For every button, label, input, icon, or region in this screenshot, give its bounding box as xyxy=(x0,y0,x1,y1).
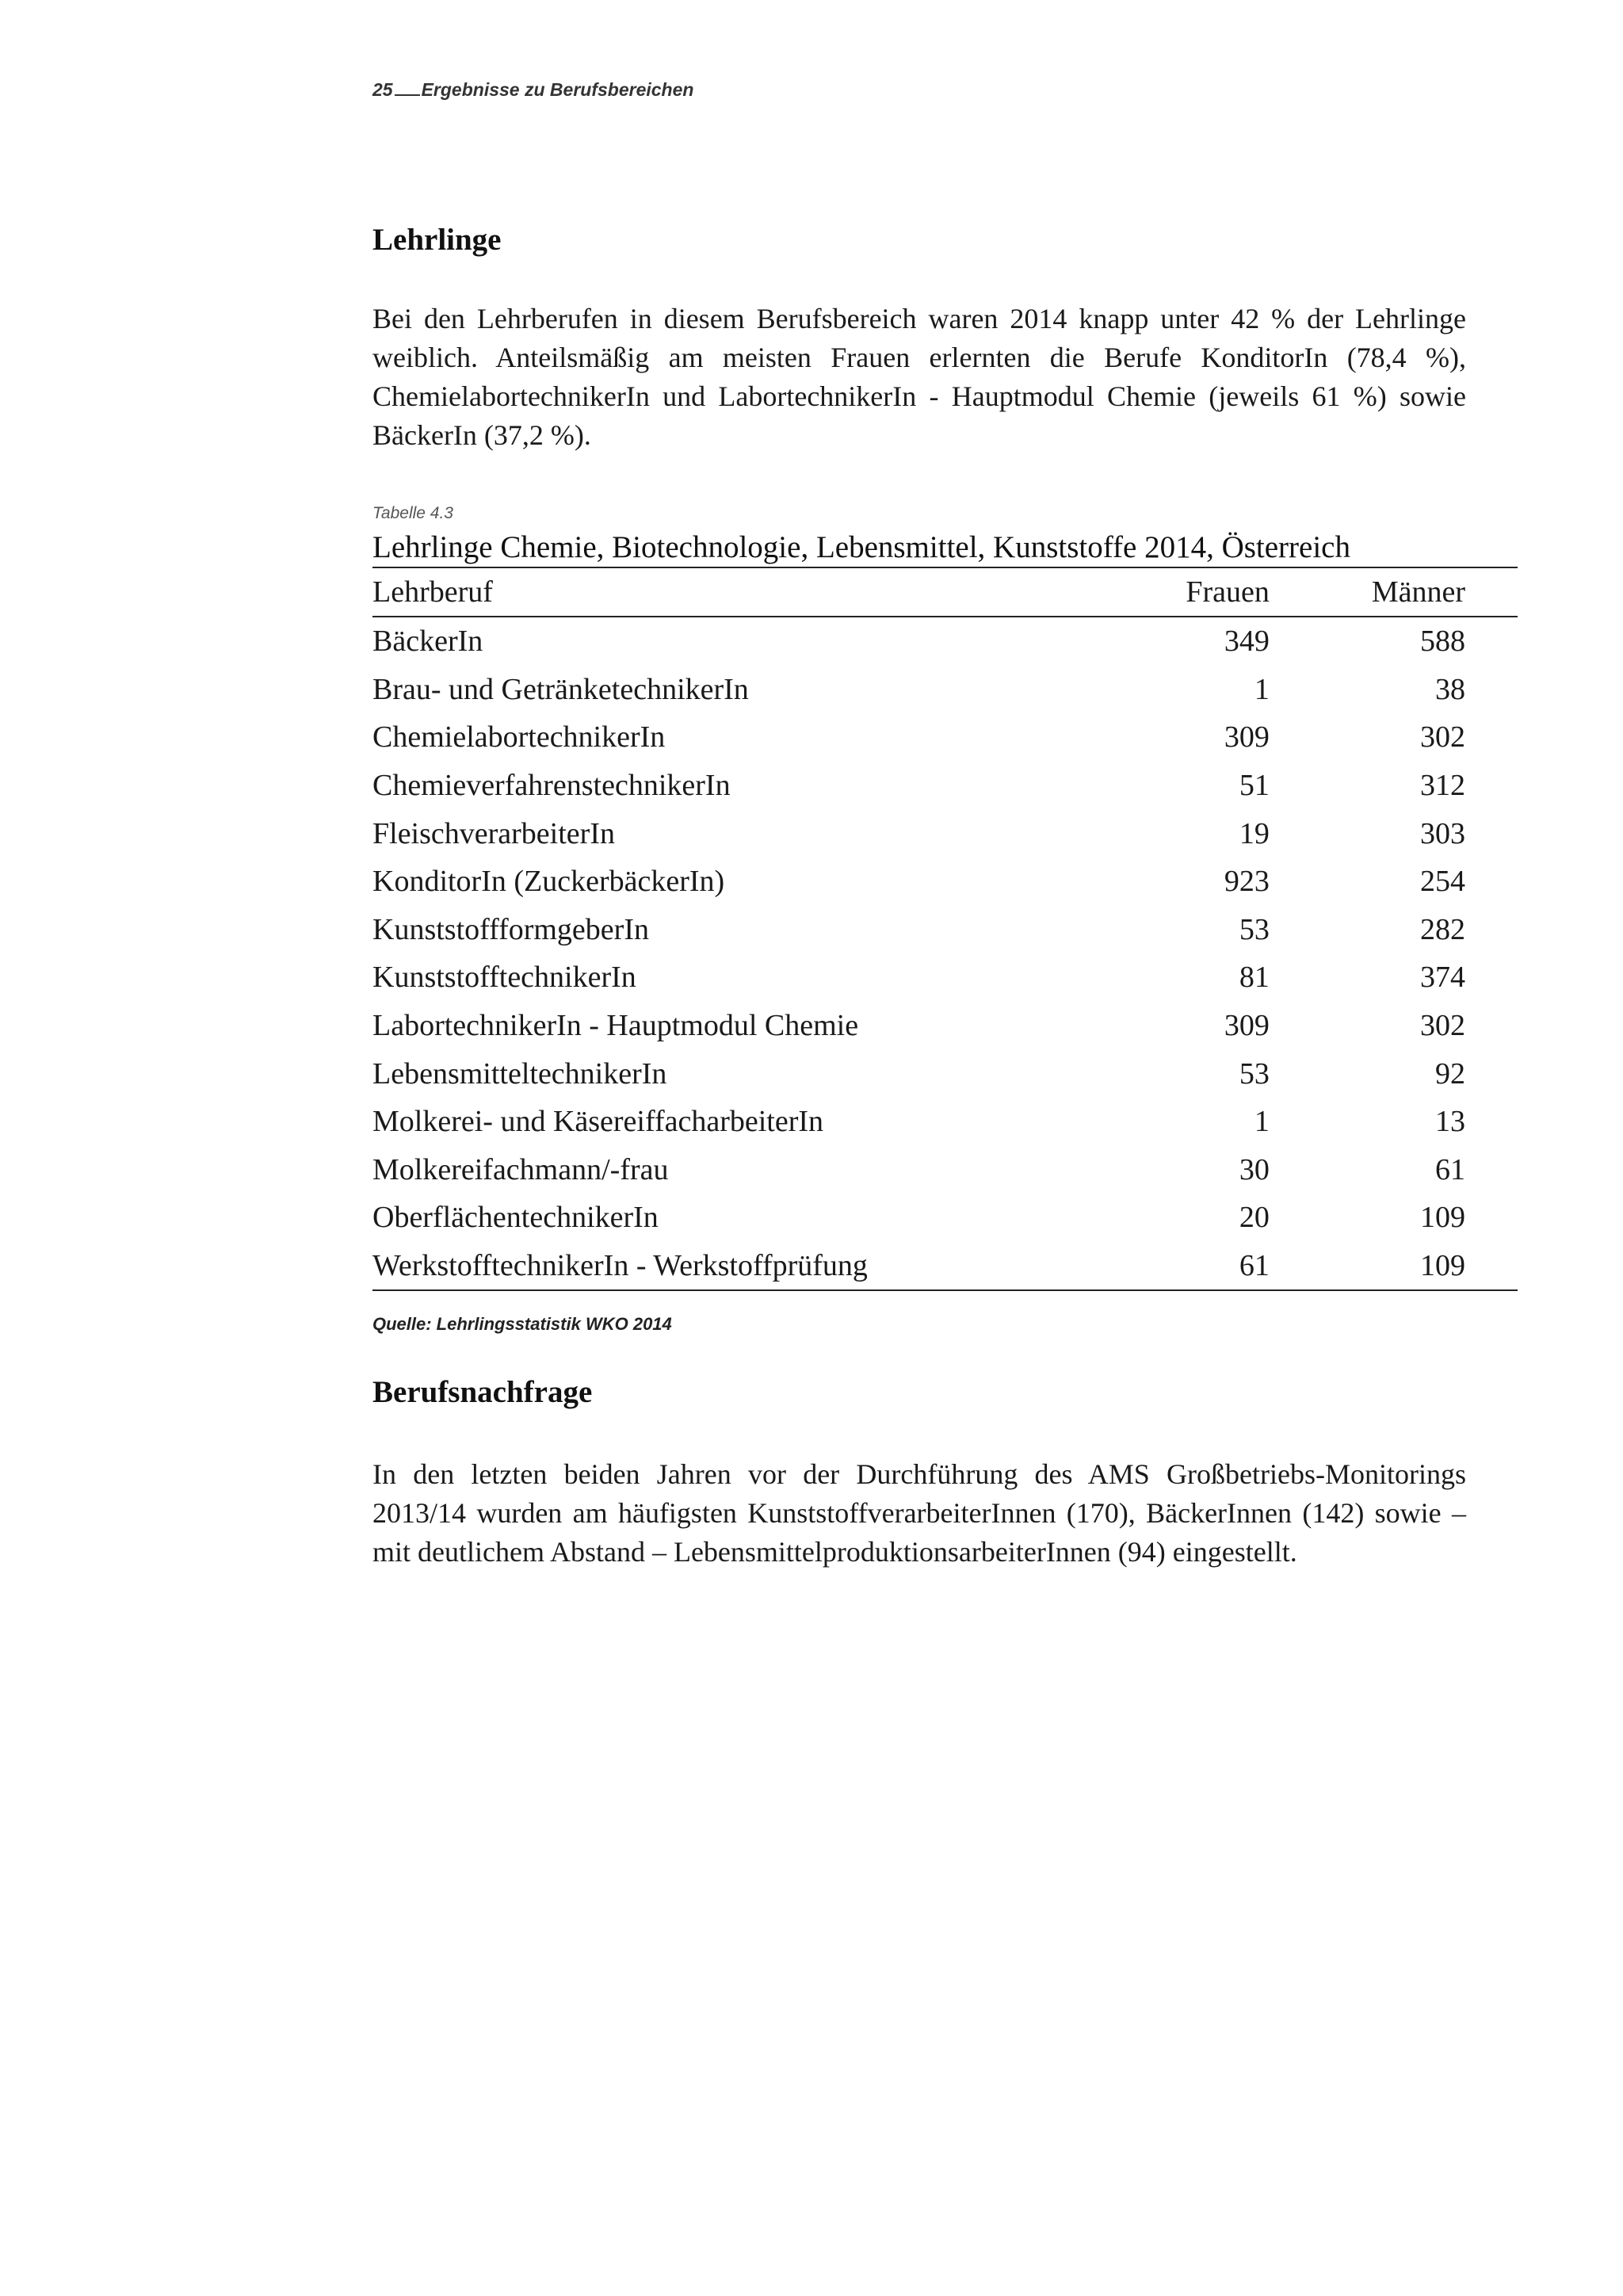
table-row xyxy=(372,1098,1518,1146)
cell-maenner: 302 xyxy=(1420,1009,1465,1043)
cell-maenner: 302 xyxy=(1420,720,1465,755)
table-row xyxy=(372,809,1518,858)
cell-frauen: 81 xyxy=(1239,961,1270,995)
cell-lehrberuf: OberflächentechnikerIn xyxy=(372,1201,659,1235)
cell-maenner: 109 xyxy=(1420,1201,1465,1235)
cell-lehrberuf: LabortechnikerIn - Hauptmodul Chemie xyxy=(372,1009,859,1043)
table-row xyxy=(372,1242,1518,1291)
cell-maenner: 282 xyxy=(1420,912,1465,946)
apprentice-table xyxy=(372,567,1518,1291)
cell-maenner: 13 xyxy=(1435,1105,1465,1139)
cell-frauen: 53 xyxy=(1239,1056,1270,1091)
cell-frauen: 61 xyxy=(1026,1242,1274,1291)
cell-lehrberuf: ChemielabortechnikerIn xyxy=(372,720,666,755)
column-header-frauen: Frauen xyxy=(1026,567,1274,617)
column-header-lehrberuf: Lehrberuf xyxy=(372,567,1026,617)
table-source-note: Quelle: Lehrlingsstatistik WKO 2014 xyxy=(372,1314,672,1334)
cell-lehrberuf: Molkereifachmann/-frau xyxy=(372,1152,669,1186)
table-row xyxy=(372,906,1518,954)
cell-maenner: 588 xyxy=(1420,625,1465,659)
table-row xyxy=(372,1049,1518,1098)
table-row xyxy=(372,1146,1518,1194)
cell-lehrberuf: KunststoffformgeberIn xyxy=(372,912,649,946)
cell-lehrberuf: KunststofftechnikerIn xyxy=(372,961,636,995)
cell-maenner: 312 xyxy=(1420,769,1465,803)
cell-frauen: 923 xyxy=(1224,865,1270,899)
column-header-maenner: Männer xyxy=(1274,567,1518,617)
cell-lehrberuf: FleischverarbeiterIn xyxy=(372,816,615,850)
cell-lehrberuf: WerkstofftechnikerIn - Werkstoffprüfung xyxy=(372,1242,1026,1291)
running-header xyxy=(372,79,693,101)
cell-frauen: 30 xyxy=(1239,1152,1270,1186)
table-caption: Lehrlinge Chemie, Biotechnologie, Lebensmittel, Kunststoffe 2014, Österreich xyxy=(372,530,1350,564)
table-row xyxy=(372,953,1518,1002)
cell-maenner: 303 xyxy=(1420,816,1465,850)
paragraph-berufsnachfrage: In den letzten beiden Jahren vor der Durchführung des AMS Großbetriebs-Monitorings 2013/14 wurden am häufigsten KunststoffverarbeiterInnen (170), BäckerInnen (142) sowie – mit deutlichem Abstand – LebensmittelproduktionsarbeiterInnen (94) eingestellt. xyxy=(372,1458,1466,1568)
page-number: 25 xyxy=(372,79,393,100)
cell-lehrberuf: LebensmitteltechnikerIn xyxy=(372,1056,667,1091)
cell-lehrberuf: BäckerIn xyxy=(372,625,483,659)
cell-maenner: 254 xyxy=(1420,865,1465,899)
cell-frauen: 309 xyxy=(1224,1009,1270,1043)
heading-berufsnachfrage: Berufsnachfrage xyxy=(372,1375,593,1409)
table-row xyxy=(372,617,1518,666)
table-row xyxy=(372,1194,1518,1242)
cell-lehrberuf: Brau- und GetränketechnikerIn xyxy=(372,672,749,706)
cell-frauen: 53 xyxy=(1239,912,1270,946)
cell-frauen: 20 xyxy=(1239,1201,1270,1235)
cell-frauen: 19 xyxy=(1239,816,1270,850)
table-row xyxy=(372,666,1518,714)
cell-maenner: 374 xyxy=(1420,961,1465,995)
cell-maenner: 61 xyxy=(1435,1152,1465,1186)
paragraph-lehrlinge: Bei den Lehrberufen in diesem Berufsbereich waren 2014 knapp unter 42 % der Lehrlinge weiblich. Anteilsmäßig am meisten Frauen erlernten die Berufe KonditorIn (78,4 %), ChemielabortechnikerIn und LabortechnikerIn - Hauptmodul Chemie (jeweils 61 %) sowie BäckerIn (37,2 %). xyxy=(372,303,1466,451)
header-separator xyxy=(395,94,420,96)
table-row xyxy=(372,1002,1518,1050)
table-header-row xyxy=(372,567,1518,617)
cell-frauen: 349 xyxy=(1224,625,1270,659)
cell-frauen: 1 xyxy=(1254,672,1270,706)
cell-frauen: 1 xyxy=(1254,1105,1270,1139)
cell-maenner: 38 xyxy=(1435,672,1465,706)
cell-lehrberuf: ChemieverfahrenstechnikerIn xyxy=(372,769,731,803)
heading-lehrlinge: Lehrlinge xyxy=(372,223,502,257)
table-label: Tabelle 4.3 xyxy=(372,504,453,522)
cell-lehrberuf: KonditorIn (ZuckerbäckerIn) xyxy=(372,865,725,899)
table-body xyxy=(372,617,1518,1290)
cell-maenner: 92 xyxy=(1435,1056,1465,1091)
cell-frauen: 309 xyxy=(1224,720,1270,755)
header-section-title: Ergebnisse zu Berufsbereichen xyxy=(421,79,694,100)
cell-lehrberuf: Molkerei- und KäsereiffacharbeiterIn xyxy=(372,1105,824,1139)
table-row xyxy=(372,713,1518,762)
cell-maenner: 109 xyxy=(1274,1242,1518,1291)
table-row xyxy=(372,858,1518,906)
table-row xyxy=(372,762,1518,810)
cell-frauen: 51 xyxy=(1239,769,1270,803)
